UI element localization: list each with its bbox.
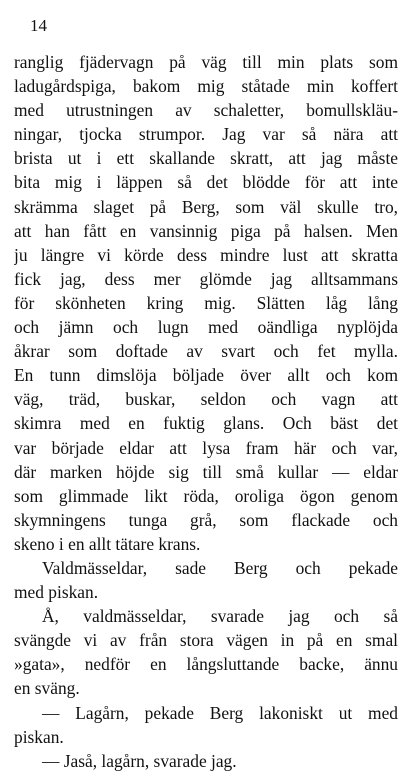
text-line: med piskan. xyxy=(14,582,99,603)
text-line: — Jaså, lagårn, svarade jag. xyxy=(42,750,237,771)
page-number: 14 xyxy=(30,16,47,35)
text-line: ranglig fjädervagn på väg till min plats som xyxy=(14,52,398,72)
text-line: Valdmässeldar, sade Berg och pekade xyxy=(42,557,398,578)
text-line: att han fått en vansinnig piga på halsen. Men xyxy=(14,220,398,241)
text-line: en sväng. xyxy=(14,678,80,699)
text-line: brista ut i ett skallande skratt, att jag måste xyxy=(14,148,398,169)
text-line: skrämma slaget på Berg, som väl skulle tro, xyxy=(14,196,398,217)
text-line: Å, valdmässeldar, svarade jag och så xyxy=(42,606,398,627)
text-line: ladugårdspiga, bakom mig ståtade min koffert xyxy=(14,76,398,97)
text-line: skimra med en fuktig glans. Och bäst det xyxy=(14,413,398,434)
text-line: »gata», nedför en långsluttande backe, ännu xyxy=(14,654,398,675)
text-line: åkrar som doftade av svart och fet mylla. xyxy=(14,341,398,362)
text-line: ningar, tjocka strumpor. Jag var så nära att xyxy=(14,124,398,145)
text-line: En tunn dimslöja böljade över allt och kom xyxy=(14,365,398,386)
text-line: och jämn och lugn med oändliga nyplöjda xyxy=(14,317,398,338)
text-line: — Lagårn, pekade Berg lakoniskt ut med xyxy=(42,702,398,723)
text-line: skeno i en allt tätare krans. xyxy=(14,533,201,554)
text-line: väg, träd, buskar, seldon och vagn att xyxy=(14,389,398,410)
text-line: ju längre vi körde dess mindre lust att skratta xyxy=(14,244,398,265)
text-line: svängde vi av från stora vägen in på en smal xyxy=(14,630,398,651)
text-line: som glimmade likt röda, oroliga ögon genom xyxy=(14,485,398,506)
text-line: där marken höjde sig till små kullar — eldar xyxy=(14,461,398,482)
text-line: med utrustningen av schaletter, bomullskläu- xyxy=(14,100,398,121)
text-line: skymningens tunga grå, som flackade och xyxy=(14,509,398,530)
body-text xyxy=(14,50,398,773)
text-line: fick jag, dess mer glömde jag alltsammans xyxy=(14,268,398,289)
text-line: bita mig i läppen så det blödde för att inte xyxy=(14,172,398,193)
text-line: piskan. xyxy=(14,726,64,747)
text-line: var började eldar att lysa fram här och var, xyxy=(14,437,398,458)
text-line: för skönheten kring mig. Slätten låg lång xyxy=(14,292,398,313)
